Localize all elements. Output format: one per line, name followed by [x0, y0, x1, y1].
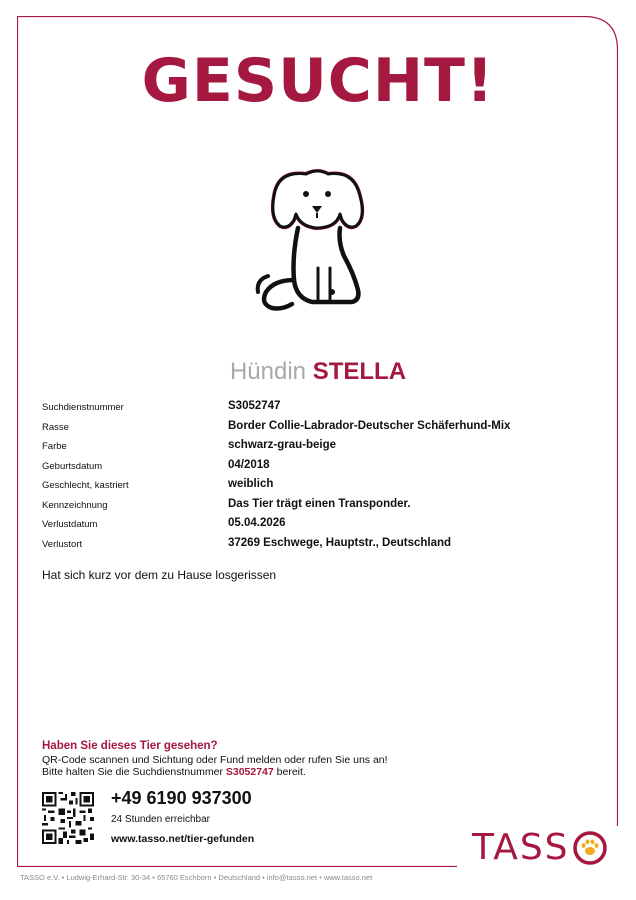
- detail-label: Geburtsdatum: [42, 460, 103, 472]
- tasso-logo: [472, 826, 608, 870]
- pet-name: [0, 358, 636, 386]
- detail-value: Das Tier trägt einen Transponder.: [228, 497, 411, 510]
- detail-value: Border Collie-Labrador-Deutscher Schäferhund-Mix: [228, 419, 511, 432]
- detail-label: Verlustdatum: [42, 519, 98, 530]
- contact-reference-line: [42, 766, 306, 778]
- contact-instruction: QR-Code scannen und Sichtung oder Fund melden oder rufen Sie uns an!: [42, 754, 388, 766]
- pet-gender: Hündin: [229, 358, 307, 385]
- phone-number[interactable]: +49 6190 937300: [111, 788, 252, 808]
- details-row: [42, 498, 602, 518]
- qr-code[interactable]: [42, 792, 94, 844]
- reference-number: S3052747: [225, 766, 274, 778]
- detail-value: 04/2018: [228, 458, 270, 471]
- details-row: [42, 459, 602, 479]
- details-row: [42, 400, 602, 420]
- dog-icon: [236, 156, 396, 316]
- paw-icon: [572, 830, 608, 866]
- reference-prefix: Bitte halten Sie die Suchdienstnummer: [42, 766, 226, 778]
- note-text: Hat sich kurz vor dem zu Hause losgerissen: [42, 568, 277, 582]
- detail-label: Kennzeichnung: [42, 499, 108, 511]
- details-row: [42, 420, 602, 440]
- headline: GESUCHT!: [141, 46, 495, 116]
- detail-label: Geschlecht, kastriert: [42, 480, 129, 491]
- detail-label: Verlustort: [42, 538, 83, 550]
- detail-label: Rasse: [42, 421, 69, 433]
- contact-question: Haben Sie dieses Tier gesehen?: [42, 740, 218, 752]
- reference-suffix: bereit.: [273, 766, 306, 778]
- availability-text: 24 Stunden erreichbar: [111, 814, 210, 825]
- details-row: [42, 517, 602, 537]
- detail-value: schwarz-grau-beige: [228, 439, 336, 451]
- detail-value: weiblich: [228, 478, 274, 490]
- pet-name-value: STELLA: [312, 358, 407, 385]
- logo-text: TASS: [472, 827, 570, 868]
- detail-label: Farbe: [42, 441, 67, 452]
- detail-label: Suchdienstnummer: [42, 402, 124, 413]
- found-pet-link[interactable]: www.tasso.net/tier-gefunden: [111, 833, 255, 845]
- footer-address: TASSO e.V. • Ludwig-Erhard-Str. 30-34 • 65760 Eschborn • Deutschland • info@tasso.net • www.tasso.net: [20, 873, 373, 882]
- detail-value: S3052747: [228, 400, 281, 412]
- details-row: [42, 439, 602, 459]
- details-row: [42, 478, 602, 498]
- detail-value: 05.04.2026: [228, 517, 286, 529]
- detail-value: 37269 Eschwege, Hauptstr., Deutschland: [228, 536, 452, 549]
- details-row: [42, 537, 602, 557]
- details-table: [42, 400, 602, 556]
